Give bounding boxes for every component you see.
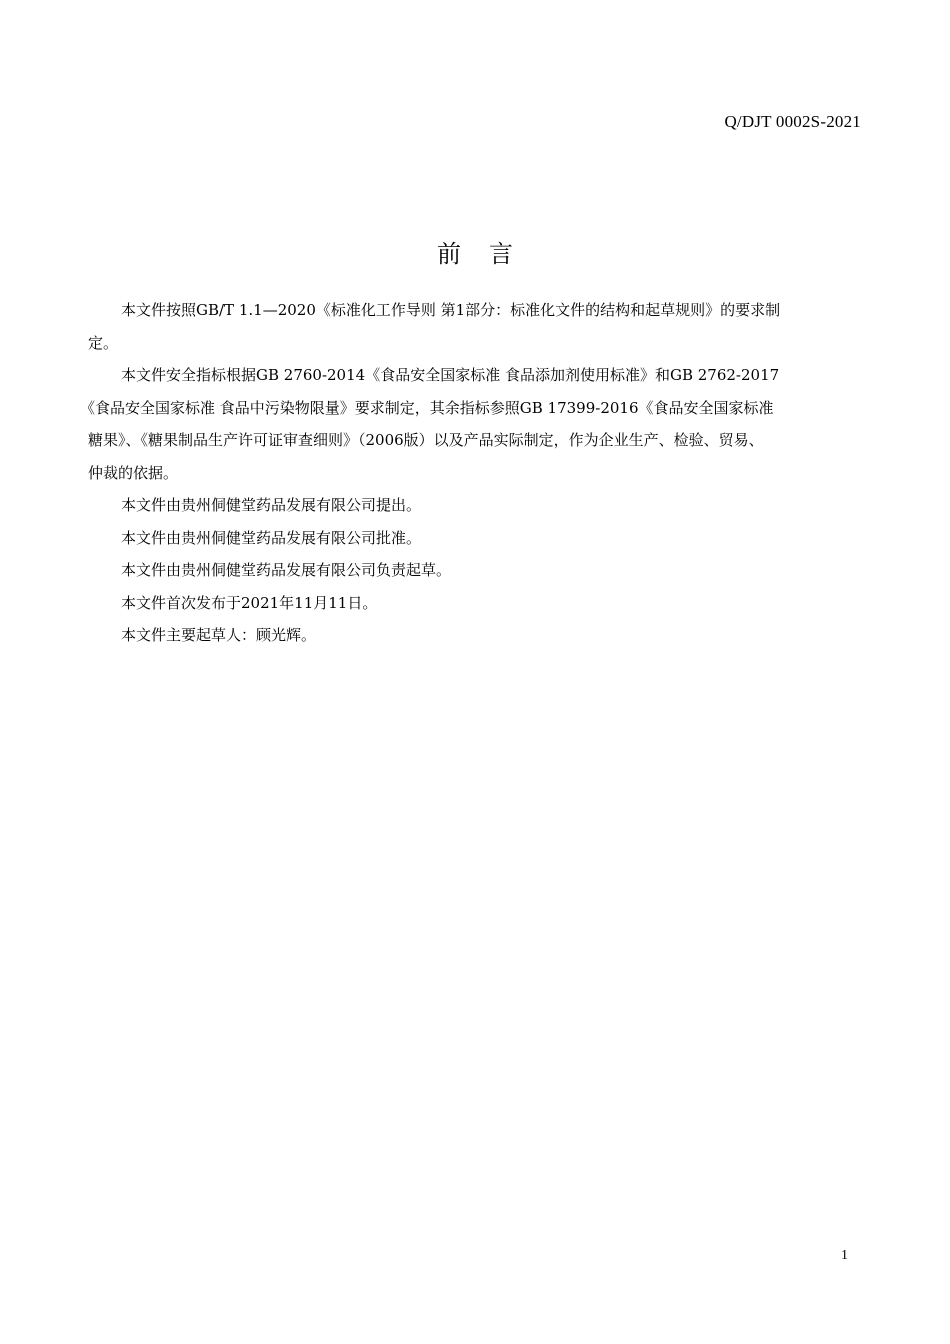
title-char-1: 前 — [437, 240, 461, 268]
paragraph-line: 仲裁的依据。 — [88, 463, 179, 482]
foreword-body — [80, 294, 848, 652]
paragraph-basis — [88, 294, 848, 359]
paragraph-approved-by: 本文件由贵州侗健堂药品发展有限公司批准。 — [121, 528, 422, 547]
paragraph-line: 糖果》、《糖果制品生产许可证审查细则》（2006版）以及产品实际制定，作为企业生产、检验、贸易、 — [88, 431, 764, 449]
title-char-2: 言 — [489, 240, 513, 268]
paragraph-drafted-by: 本文件由贵州侗健堂药品发展有限公司负责起草。 — [121, 561, 452, 579]
paragraph-main-drafter: 本文件主要起草人：顾光辉。 — [121, 626, 317, 644]
page-number: 1 — [841, 1248, 848, 1263]
paragraph-first-release: 本文件首次发布于2021年11月11日。 — [121, 593, 378, 612]
paragraph-line: 定。 — [88, 333, 119, 352]
paragraph-line: 本文件安全指标根据GB 2760-2014《食品安全国家标准 食品添加剂使用标准》和GB 2762-2017 — [121, 366, 780, 384]
page-title — [0, 234, 950, 269]
paragraph-proposed-by: 本文件由贵州侗健堂药品发展有限公司提出。 — [121, 496, 422, 514]
paragraph-line: 本文件按照GB/T 1.1—2020《标准化工作导则 第1部分：标准化文件的结构和起草规则》的要求制 — [121, 301, 781, 319]
paragraph-safety-indicators — [80, 359, 848, 489]
document-code: Q/DJT 0002S-2021 — [724, 112, 861, 131]
paragraph-line: 《食品安全国家标准 食品中污染物限量》要求制定，其余指标参照GB 17399-2016《食品安全国家标准 — [80, 398, 774, 417]
